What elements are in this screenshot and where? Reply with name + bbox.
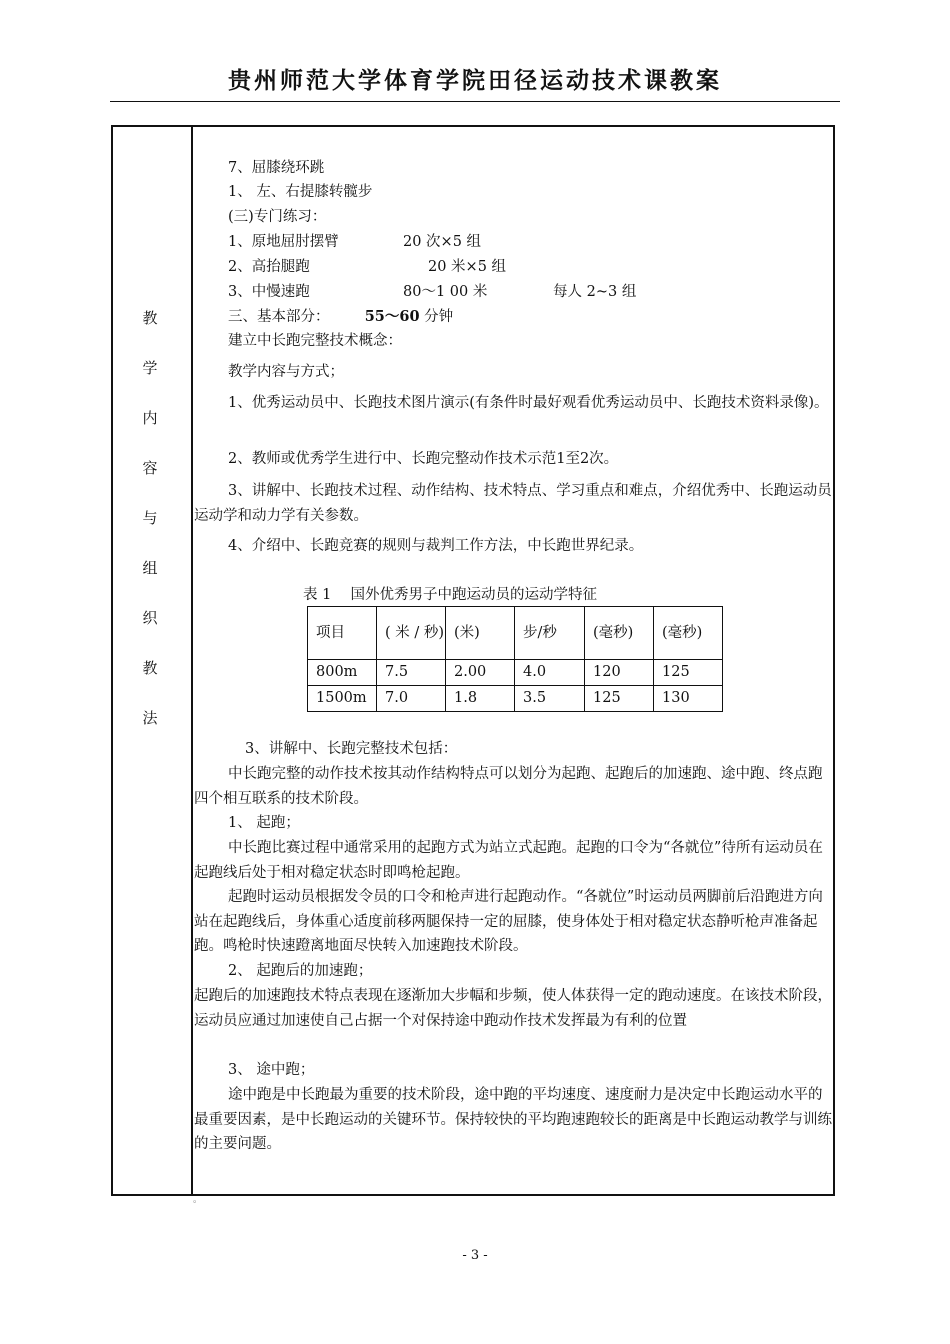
- table-row: [308, 660, 723, 686]
- warmup-line: 7、屈膝绕环跳: [228, 160, 325, 176]
- drill-name: 1、原地屈肘摆臂: [228, 234, 339, 250]
- category-char: 内: [142, 409, 158, 427]
- category-char: 容: [142, 459, 158, 477]
- category-char: 组: [142, 559, 158, 577]
- table-cell: 120: [585, 660, 654, 686]
- stray-mark: 。: [193, 1195, 203, 1205]
- table-header-row: [308, 607, 723, 660]
- phase-heading-accel: 2、 起跑后的加速跑；: [228, 963, 373, 979]
- drills-heading: (三)专门练习：: [228, 209, 327, 225]
- drill-amount: 20 米×5 组: [428, 259, 507, 275]
- title-rule: [110, 101, 840, 102]
- table-cell: 7.0: [377, 686, 446, 712]
- kinematics-table: [307, 606, 723, 712]
- table-header-cell: (米): [446, 607, 515, 660]
- drill-name: 2、高抬腿跑: [228, 259, 310, 275]
- basic-part-unit: 分钟: [419, 309, 454, 325]
- drill-amount: 20 次×5 组: [403, 234, 482, 250]
- category-char: 织: [142, 609, 158, 627]
- table-caption: 表 1 国外优秀男子中跑运动员的运动学特征: [303, 587, 597, 603]
- category-char: 学: [142, 359, 158, 377]
- lesson-plan-box: [111, 125, 835, 1196]
- method-item: 2、教师或优秀学生进行中、长跑完整动作技术示范1至2次。: [228, 451, 619, 467]
- concept-line: 建立中长跑完整技术概念：: [228, 333, 402, 349]
- page-title: 贵州师范大学体育学院田径运动技术课教案: [228, 68, 722, 94]
- table-cell: 4.0: [515, 660, 585, 686]
- method-item: 3、讲解中、长跑技术过程、动作结构、技术特点、学习重点和难点，介绍优秀中、长跑运动员运动学和动力学有关参数。: [194, 483, 832, 524]
- midrun-paragraph: 途中跑是中长跑最为重要的技术阶段，途中跑的平均速度、速度耐力是决定中长跑运动水平的最重要因素，是中长跑运动的关键环节。保持较快的平均跑速跑较长的距离是中长跑运动教学与训练的主要问题。: [194, 1087, 832, 1152]
- category-char: 与: [142, 509, 158, 527]
- basic-part-label: 三、基本部分：: [228, 309, 330, 325]
- warmup-line: 1、 左、右提膝转髋步: [228, 184, 373, 200]
- method-item: 4、介绍中、长跑竞赛的规则与裁判工作方法，中长跑世界纪录。: [228, 538, 644, 554]
- start-paragraph: 起跑时运动员根据发令员的口令和枪声进行起跑动作。“各就位”时运动员两脚前后沿跑进方向站在起跑线后，身体重心适度前移两腿保持一定的屈膝，使身体处于相对稳定状态静听枪声准备起跑。鸣枪时快速蹬离地面尽快转入加速跑技术阶段。: [194, 889, 823, 954]
- phase-heading-midrun: 3、 途中跑；: [228, 1062, 315, 1078]
- method-heading: 教学内容与方式；: [228, 364, 344, 380]
- table-header-cell: ( 米 / 秒): [377, 607, 446, 660]
- table-header-cell: (毫秒): [585, 607, 654, 660]
- table-header-cell: 步/秒: [515, 607, 585, 660]
- drill-amount: 每人 2~3 组: [553, 284, 637, 300]
- table-row: [308, 686, 723, 712]
- category-column: [113, 127, 193, 1194]
- phase-heading-start: 1、 起跑；: [228, 815, 300, 831]
- page-number: - 3 -: [462, 1248, 488, 1263]
- section-heading: 3、讲解中、长跑完整技术包括：: [245, 741, 458, 757]
- start-paragraph: 中长跑比赛过程中通常采用的起跑方式为站立式起跑。起跑的口令为“各就位”待所有运动员在起跑线后处于相对稳定状态时即鸣枪起跑。: [194, 840, 823, 881]
- category-char: 教: [142, 309, 158, 327]
- table-cell: 3.5: [515, 686, 585, 712]
- category-char: 教: [142, 659, 158, 677]
- drill-name: 3、中慢速跑: [228, 284, 310, 300]
- table-cell: 7.5: [377, 660, 446, 686]
- basic-part-line: [228, 305, 453, 330]
- table-cell: 130: [654, 686, 723, 712]
- table-header-cell: 项目: [308, 607, 377, 660]
- table-cell: 1.8: [446, 686, 515, 712]
- method-item: 1、优秀运动员中、长跑技术图片演示(有条件时最好观看优秀运动员中、长跑技术资料录像)。: [228, 395, 829, 411]
- category-char: 法: [142, 709, 158, 727]
- table-cell: 800m: [308, 660, 377, 686]
- drill-amount: 80～1 00 米: [403, 284, 488, 300]
- table-header-cell: (毫秒): [654, 607, 723, 660]
- section-intro: 中长跑完整的动作技术按其动作结构特点可以划分为起跑、起跑后的加速跑、途中跑、终点跑四个相互联系的技术阶段。: [194, 766, 823, 807]
- table-cell: 125: [585, 686, 654, 712]
- table-cell: 125: [654, 660, 723, 686]
- table-cell: 2.00: [446, 660, 515, 686]
- lesson-content: [194, 127, 834, 1194]
- accel-paragraph: 起跑后的加速跑技术特点表现在逐渐加大步幅和步频，使人体获得一定的跑动速度。在该技术阶段，运动员应通过加速使自己占据一个对保持途中跑动作技术发挥最为有利的位置: [194, 988, 832, 1029]
- table-cell: 1500m: [308, 686, 377, 712]
- basic-part-time: 55～60: [364, 308, 420, 325]
